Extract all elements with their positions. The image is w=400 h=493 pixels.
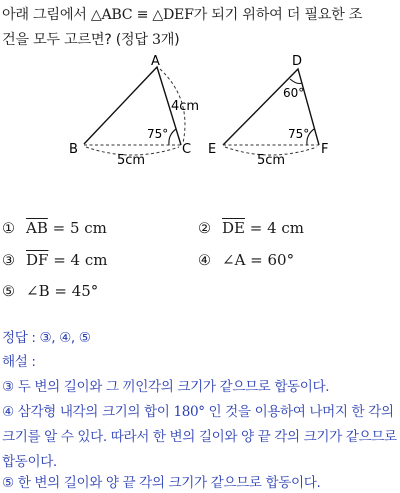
option-1-value: = 5 cm [47, 219, 107, 237]
vertex-label-a: A [151, 55, 160, 69]
side-ef-length: 5cm [257, 153, 286, 168]
option-5-mark: ⑤ [2, 284, 15, 300]
vertex-label-b: B [69, 142, 78, 157]
option-3-value: = 4 cm [48, 251, 108, 269]
explanation-4-line-1 [2, 402, 394, 422]
option-2-mark: ② [198, 221, 211, 237]
option-5[interactable] [2, 281, 98, 302]
answer-line [2, 328, 91, 348]
answer-count: 3 [151, 32, 161, 48]
vertex-label-e: E [208, 142, 217, 157]
option-5-value: ∠B = 45° [26, 282, 99, 300]
angle-c-value: 75° [147, 127, 169, 141]
side-bc-length: 5cm [117, 153, 146, 168]
side-ac-length: 4cm [171, 99, 200, 114]
option-1-mark: ① [2, 221, 15, 237]
option-4-mark: ④ [198, 253, 211, 269]
question-text-2a: 건을 모두 고르면? (정답 [2, 32, 152, 48]
triangle-def [208, 55, 328, 168]
explanation-4-text-b: 인 것을 이용하여 나머지 한 각의 [204, 404, 394, 420]
angle-c-arc [169, 129, 176, 145]
question-line-2 [2, 29, 179, 51]
option-3-mark: ③ [2, 253, 15, 269]
question-text-2b: 개) [160, 32, 180, 48]
angle-d-value: 60° [283, 86, 305, 100]
explanation-4-line-2: 크기를 알 수 있다. 따라서 한 변의 길이와 양 끝 각의 크기가 같으므로 [2, 429, 397, 445]
answer-value: ③, ④, ⑤ [39, 330, 91, 346]
question-line-1 [2, 4, 362, 26]
explanation-4-line-3: 합동이다. [2, 454, 57, 470]
segment-de: $\overline{DE}$ [222, 219, 245, 237]
option-3[interactable] [2, 250, 107, 271]
option-2-value: = 4 cm [244, 219, 305, 237]
option-2[interactable] [198, 218, 304, 239]
explanation-heading: 해설 : [2, 354, 36, 370]
option-1[interactable] [2, 218, 107, 239]
answer-label: 정답 : [2, 330, 40, 346]
angle-d-arc [290, 79, 302, 84]
triangles-figure [0, 55, 400, 173]
explanation-4-text-a: ④ 삼각형 내각의 크기의 합이 [2, 404, 174, 420]
segment-df: $\overline{DF}$ [26, 251, 49, 269]
vertex-label-d: D [292, 55, 303, 69]
explanation-3: ③ 두 변의 길이와 그 끼인각의 크기가 같으므로 합동이다. [2, 379, 330, 395]
triangle-abc [69, 55, 199, 168]
angle-f-value: 75° [288, 127, 310, 141]
question-text-1b: 가 되기 위하여 더 필요한 조 [193, 7, 363, 23]
question-text-1a: 아래 그림에서 [2, 7, 91, 23]
triangle-congruence-expression: △ABC ≡ △DEF [90, 7, 194, 23]
angle-sum-value: 180° [173, 404, 205, 420]
vertex-label-c: C [182, 142, 192, 157]
vertex-label-f: F [321, 142, 329, 157]
explanation-5: ⑤ 한 변의 길이와 양 끝 각의 크기가 같으므로 합동이다. [2, 475, 321, 491]
option-4[interactable] [198, 250, 294, 271]
segment-ab: $\overline{AB}$ [26, 219, 48, 237]
option-4-value: ∠A = 60° [222, 251, 295, 269]
